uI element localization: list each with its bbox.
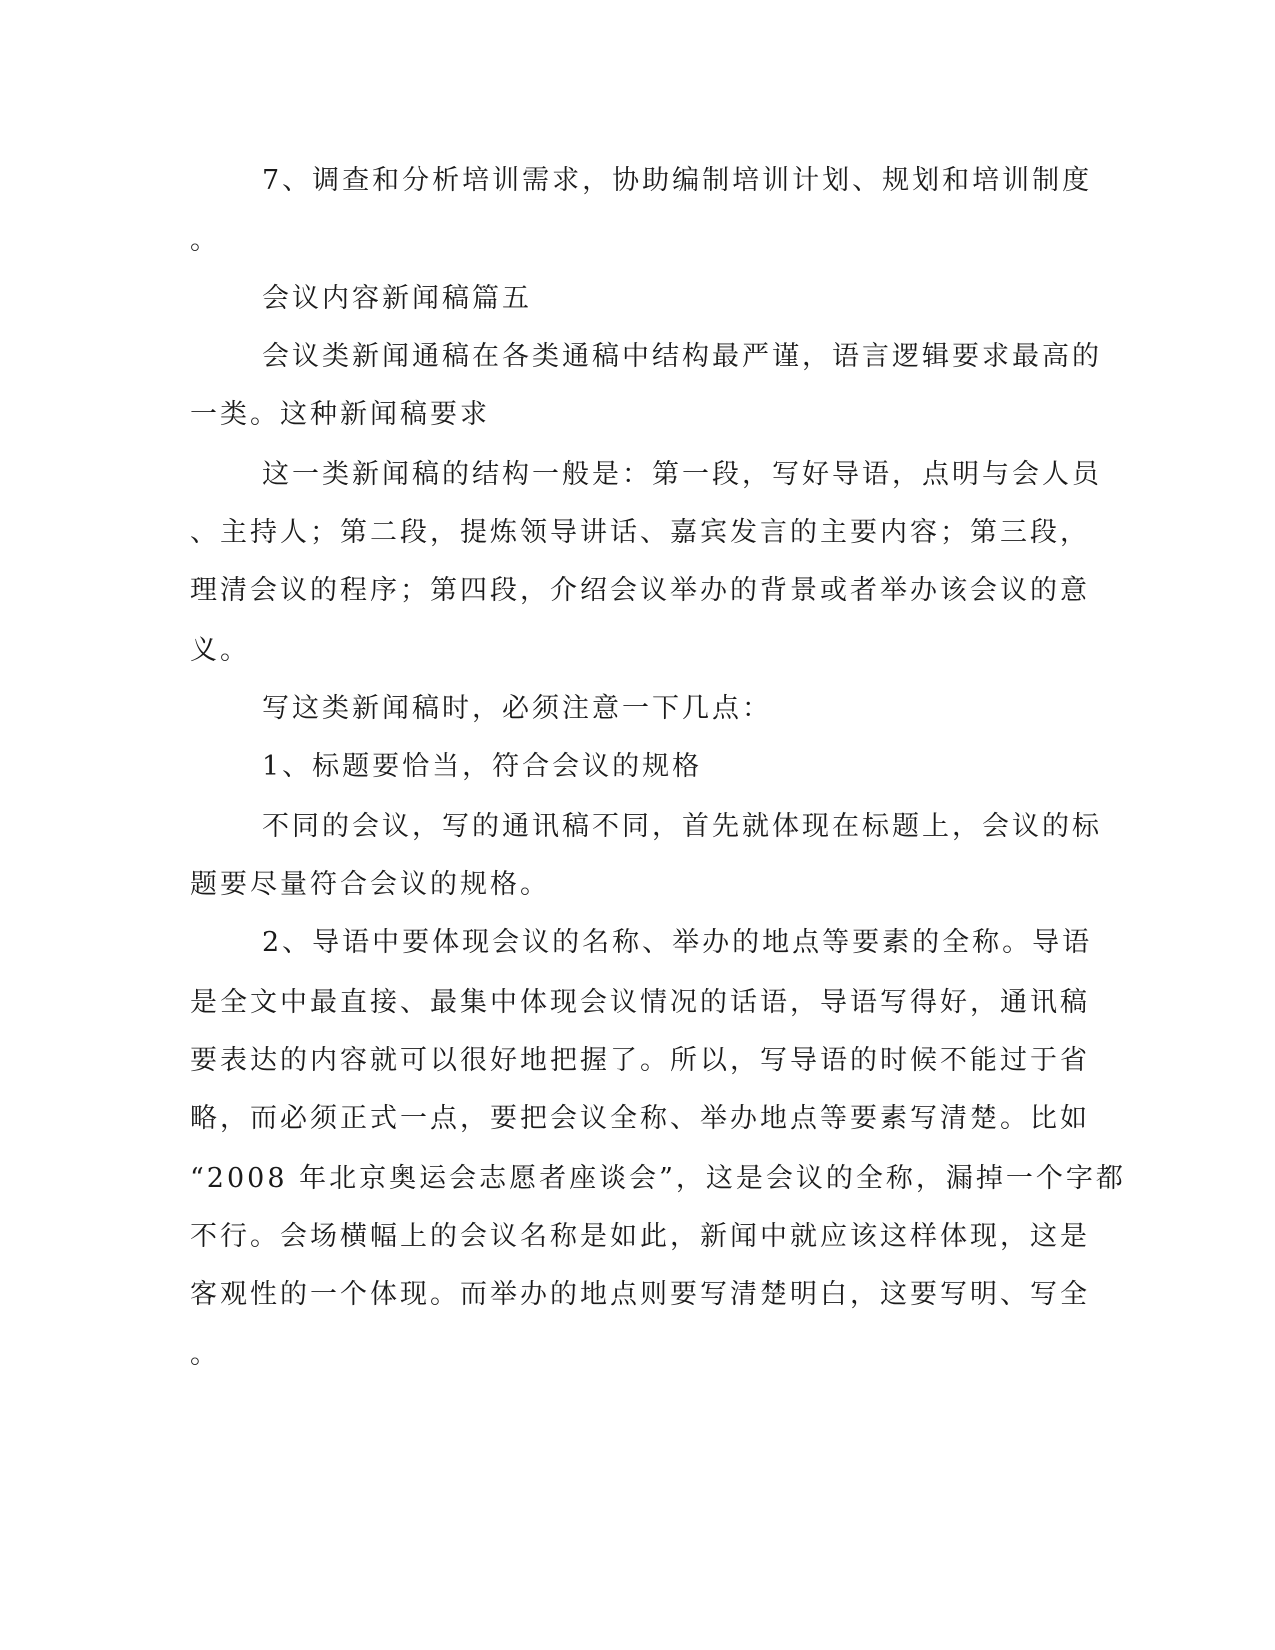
paragraph-line: 略，而必须正式一点，要把会议全称、举办地点等要素写清楚。比如: [190, 1103, 1090, 1134]
list-item: 1、标题要恰当，符合会议的规格: [262, 751, 703, 782]
paragraph-line: 题要尽量符合会议的规格。: [190, 869, 550, 900]
paragraph-line: “2008 年北京奥运会志愿者座谈会”，这是会议的全称，漏掉一个字都: [190, 1163, 1126, 1194]
paragraph-line: 义。: [190, 635, 250, 666]
paragraph-line: 不同的会议，写的通讯稿不同，首先就体现在标题上，会议的标: [262, 811, 1102, 842]
paragraph-line: 。: [190, 1339, 220, 1370]
paragraph-line: 7、调查和分析培训需求，协助编制培训计划、规划和培训制度: [262, 165, 1093, 196]
section-heading: 会议内容新闻稿篇五: [262, 283, 532, 314]
paragraph-line: 写这类新闻稿时，必须注意一下几点：: [262, 693, 772, 724]
paragraph-line: 是全文中最直接、最集中体现会议情况的话语，导语写得好，通讯稿: [190, 987, 1090, 1018]
paragraph-line: 客观性的一个体现。而举办的地点则要写清楚明白，这要写明、写全: [190, 1279, 1090, 1310]
list-item: 2、导语中要体现会议的名称、举办的地点等要素的全称。导语: [262, 927, 1093, 958]
paragraph-line: 、主持人；第二段，提炼领导讲话、嘉宾发言的主要内容；第三段，: [190, 517, 1090, 548]
paragraph-line: 这一类新闻稿的结构一般是：第一段，写好导语，点明与会人员: [262, 459, 1102, 490]
paragraph-line: 不行。会场横幅上的会议名称是如此，新闻中就应该这样体现，这是: [190, 1221, 1090, 1252]
paragraph-line: 要表达的内容就可以很好地把握了。所以，写导语的时候不能过于省: [190, 1045, 1090, 1076]
paragraph-line: 。: [190, 225, 220, 256]
paragraph-line: 理清会议的程序；第四段，介绍会议举办的背景或者举办该会议的意: [190, 575, 1090, 606]
paragraph-line: 一类。这种新闻稿要求: [190, 399, 490, 430]
paragraph-line: 会议类新闻通稿在各类通稿中结构最严谨，语言逻辑要求最高的: [262, 341, 1102, 372]
